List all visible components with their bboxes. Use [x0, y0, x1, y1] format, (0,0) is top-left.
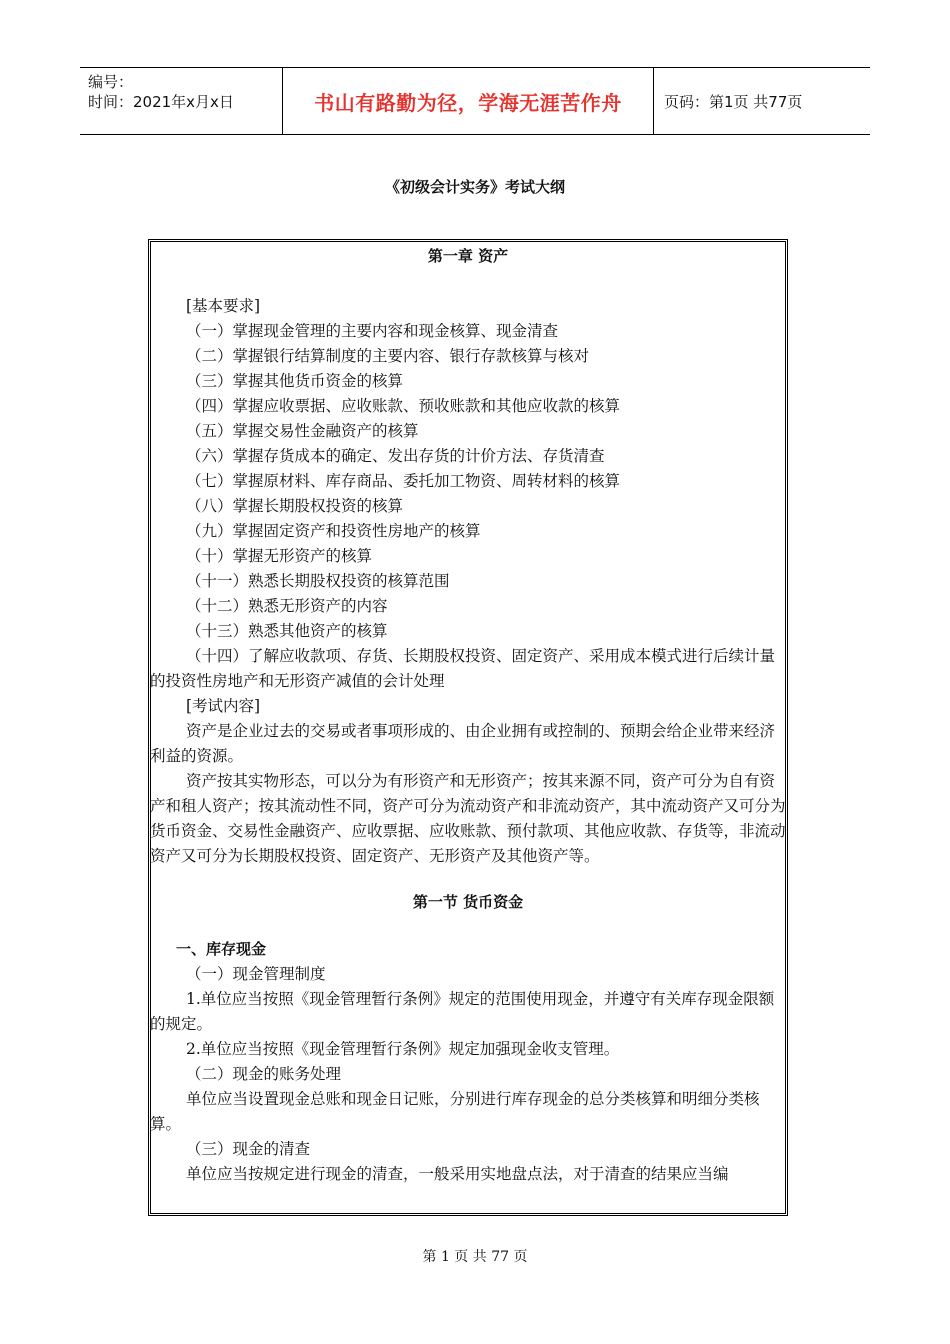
requirement-item: （十三）熟悉其他资产的核算	[186, 622, 388, 640]
cash-accounting-label: （二）现金的账务处理	[186, 1065, 342, 1083]
document-title: 《初级会计实务》考试大纲	[384, 178, 565, 196]
requirement-item: （十一）熟悉长期股权投资的核算范围	[186, 572, 450, 590]
requirement-item: （六）掌握存货成本的确定、发出存货的计价方法、存货清查	[186, 447, 605, 465]
cash-check-label: （三）现金的清查	[186, 1140, 311, 1158]
requirement-item: （十）掌握无形资产的核算	[186, 547, 373, 565]
cash-check-paragraph: 单位应当按规定进行现金的清查，一般采用实地盘点法，对于清查的结果应当编	[186, 1165, 729, 1183]
requirement-item: （七）掌握原材料、库存商品、委托加工物资、周转材料的核算	[186, 472, 621, 490]
header-meta	[80, 68, 282, 134]
requirement-item: （十二）熟悉无形资产的内容	[186, 597, 388, 615]
asset-definition-paragraph: 资产是企业过去的交易或者事项形成的、由企业拥有或控制的、预期会给企业带来经济利益的资源。	[150, 722, 776, 765]
asset-classification-paragraph: 资产按其实物形态，可以分为有形资产和无形资产；按其来源不同，资产可分为自有资产和租人资产；按其流动性不同，资产可分为流动资产和非流动资产，其中流动资产又可分为货币资金、交易性金融资产、应收票据、应收账款、预付款项、其他应收款、存货等，非流动资产又可分为长期股权投资、固定资产、无形资产及其他资产等。	[150, 772, 786, 865]
requirement-item: （十四）了解应收款项、存货、长期股权投资、固定资产、采用成本模式进行后续计量的投资性房地产和无形资产减值的会计处理	[150, 647, 776, 690]
exam-content-label: [考试内容]	[186, 697, 261, 715]
content-body	[150, 244, 786, 1187]
requirement-item: （一）掌握现金管理的主要内容和现金核算、现金清查	[186, 322, 559, 340]
requirement-item: （九）掌握固定资产和投资性房地产的核算	[186, 522, 481, 540]
page-footer: 第 1 页 共 77 页	[422, 1249, 528, 1265]
page-header	[80, 67, 870, 135]
document-time-label: 时间：2021年x月x日	[88, 93, 234, 111]
requirement-item: （三）掌握其他货币资金的核算	[186, 372, 404, 390]
requirement-item: （四）掌握应收票据、应收账款、预收账款和其他应收款的核算	[186, 397, 621, 415]
basic-requirements-label: [基本要求]	[186, 297, 261, 315]
cash-management-label: （一）现金管理制度	[186, 965, 326, 983]
requirement-item: （八）掌握长期股权投资的核算	[186, 497, 404, 515]
section-title: 第一节 货币资金	[412, 893, 524, 911]
header-motto: 书山有路勤为径，学海无涯苦作舟	[282, 68, 654, 134]
subheading-cash: 一、库存现金	[176, 940, 267, 958]
cash-management-item: 1.单位应当按照《现金管理暂行条例》规定的范围使用现金，并遵守有关库存现金限额的规定。	[150, 990, 775, 1033]
cash-accounting-paragraph: 单位应当设置现金总账和现金日记账，分别进行库存现金的总分类核算和明细分类核算。	[150, 1090, 760, 1133]
requirement-item: （五）掌握交易性金融资产的核算	[186, 422, 419, 440]
document-number-label: 编号：	[88, 73, 134, 91]
header-page-code: 页码：第1页 共77页	[664, 92, 803, 111]
chapter-title: 第一章 资产	[427, 247, 509, 265]
requirement-item: （二）掌握银行结算制度的主要内容、银行存款核算与核对	[186, 347, 590, 365]
cash-management-item: 2.单位应当按照《现金管理暂行条例》规定加强现金收支管理。	[186, 1040, 620, 1058]
